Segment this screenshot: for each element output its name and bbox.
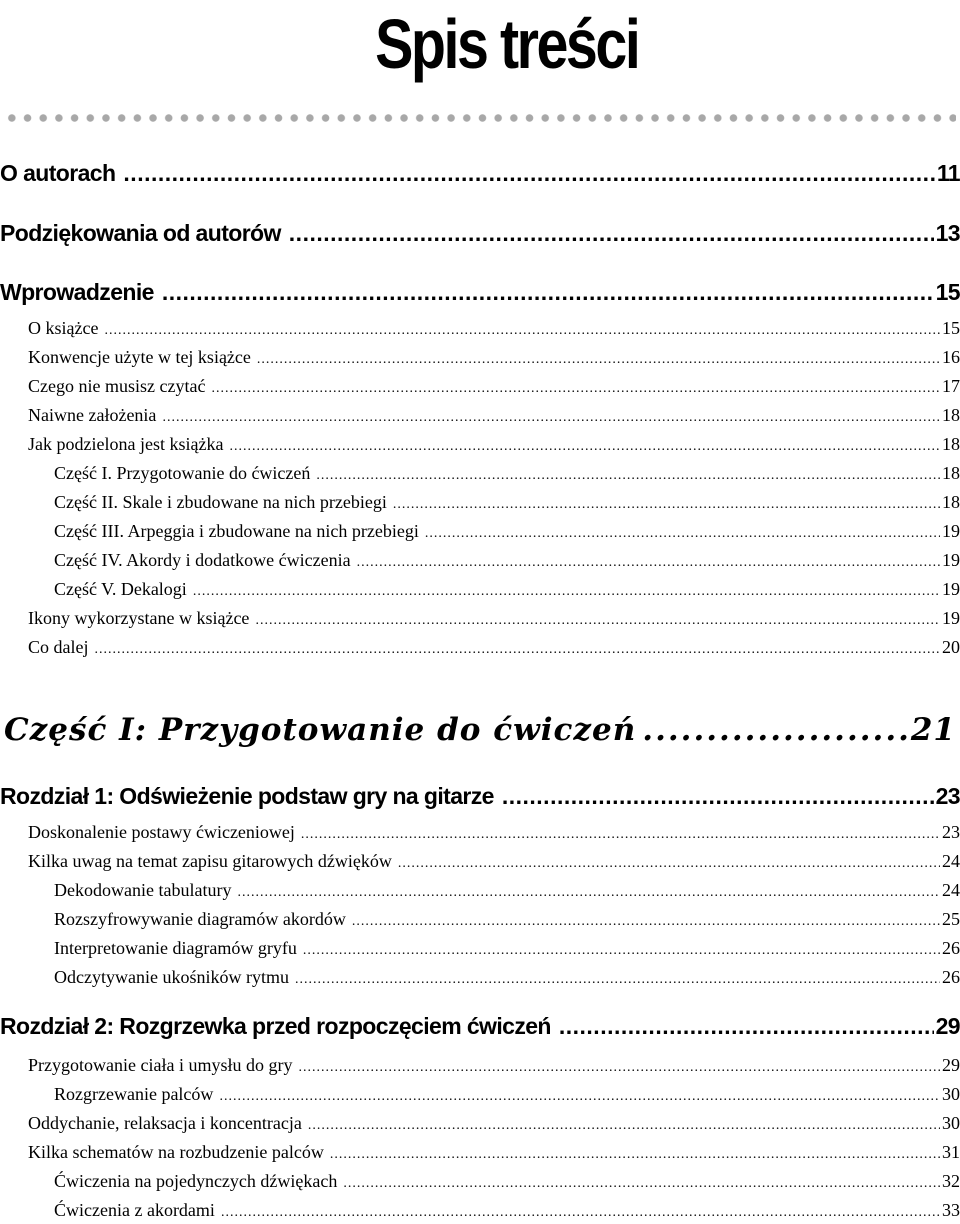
toc-entry-label: Konwencje użyte w tej książce bbox=[28, 347, 251, 367]
toc-entry-label: Wprowadzenie bbox=[0, 279, 154, 305]
toc-entry-page: 23 bbox=[942, 822, 960, 842]
dot-leader bbox=[162, 281, 934, 304]
toc-entry-page: 18 bbox=[942, 405, 960, 425]
toc-entry-label: Oddychanie, relaksacja i koncentracja bbox=[28, 1113, 302, 1133]
toc-chapter-1[interactable] bbox=[0, 783, 960, 810]
toc-entry-label: Jak podzielona jest książka bbox=[28, 434, 224, 454]
dot-leader bbox=[211, 382, 940, 400]
dot-leader bbox=[298, 1061, 940, 1079]
toc-entry-page: 15 bbox=[935, 279, 960, 305]
part-heading-label: Część I: Przygotowanie do ćwiczeń bbox=[4, 712, 637, 748]
dot-leader bbox=[123, 162, 934, 185]
toc-chapter-2[interactable] bbox=[0, 1013, 960, 1040]
dot-leader bbox=[221, 1206, 940, 1224]
toc-entry[interactable] bbox=[0, 521, 960, 545]
dot-leader bbox=[289, 222, 934, 245]
toc-entry-label: O książce bbox=[28, 318, 99, 338]
toc-entry-label: Kilka schematów na rozbudzenie palców bbox=[28, 1142, 324, 1162]
toc-entry-label: Dekodowanie tabulatury bbox=[54, 880, 232, 900]
toc-entry[interactable] bbox=[0, 822, 960, 846]
dot-leader bbox=[219, 1090, 940, 1108]
dot-leader bbox=[642, 715, 909, 746]
toc-entry-label: Rozdział 2: Rozgrzewka przed rozpoczęciem ćwiczeń bbox=[0, 1013, 551, 1039]
toc-entry-label: Odczytywanie ukośników rytmu bbox=[54, 967, 289, 987]
dot-leader bbox=[162, 411, 940, 429]
dot-leader bbox=[352, 915, 940, 933]
toc-entry[interactable] bbox=[0, 637, 960, 661]
dot-leader bbox=[229, 440, 940, 458]
toc-entry[interactable] bbox=[0, 1200, 960, 1224]
dot-leader bbox=[425, 527, 940, 545]
toc-entry-label: Naiwne założenia bbox=[28, 405, 157, 425]
toc-entry-page: 33 bbox=[942, 1200, 960, 1220]
toc-entry-label: Rozgrzewanie palców bbox=[54, 1084, 214, 1104]
toc-entry-label: Kilka uwag na temat zapisu gitarowych dźwięków bbox=[28, 851, 392, 871]
dot-leader bbox=[357, 556, 940, 574]
dot-leader bbox=[303, 944, 940, 962]
toc-entry-page: 17 bbox=[942, 376, 960, 396]
part-heading-page: 21 bbox=[910, 712, 956, 748]
toc-entry-page: 15 bbox=[942, 318, 960, 338]
dot-leader bbox=[104, 324, 940, 342]
toc-entry[interactable] bbox=[0, 550, 960, 574]
toc-entry[interactable] bbox=[0, 851, 960, 875]
dot-leader bbox=[301, 828, 940, 846]
toc-entry-label: Ikony wykorzystane w książce bbox=[28, 608, 250, 628]
dot-leader bbox=[502, 785, 934, 808]
dot-leader bbox=[193, 585, 940, 603]
toc-entry-page: 32 bbox=[942, 1171, 960, 1191]
dot-leader bbox=[343, 1177, 940, 1195]
toc-entry-page: 23 bbox=[935, 783, 960, 809]
toc-entry[interactable] bbox=[0, 318, 960, 342]
toc-entry-label: Podziękowania od autorów bbox=[0, 220, 281, 246]
toc-entry[interactable] bbox=[0, 463, 960, 487]
toc-entry-podziekowania[interactable] bbox=[0, 220, 960, 247]
toc-entry[interactable] bbox=[0, 492, 960, 516]
toc-entry-label: Część V. Dekalogi bbox=[54, 579, 187, 599]
toc-entry-label: Czego nie musisz czytać bbox=[28, 376, 206, 396]
dot-leader bbox=[330, 1148, 940, 1166]
dot-leader bbox=[393, 498, 940, 516]
toc-entry-label: Część II. Skale i zbudowane na nich przebiegi bbox=[54, 492, 387, 512]
toc-entry-label: O autorach bbox=[0, 160, 116, 186]
toc-entry[interactable] bbox=[0, 967, 960, 991]
toc-entry-label: Część IV. Akordy i dodatkowe ćwiczenia bbox=[54, 550, 351, 570]
toc-entry[interactable] bbox=[0, 1171, 960, 1195]
toc-entry-page: 11 bbox=[936, 160, 960, 186]
toc-entry[interactable] bbox=[0, 579, 960, 603]
toc-entry-page: 19 bbox=[942, 550, 960, 570]
dot-leader bbox=[255, 614, 940, 632]
toc-entry[interactable] bbox=[0, 347, 960, 371]
toc-entry[interactable] bbox=[0, 1142, 960, 1166]
toc-entry-label: Część I. Przygotowanie do ćwiczeń bbox=[54, 463, 311, 483]
toc-entry-page: 26 bbox=[942, 967, 960, 987]
toc-entry-page: 19 bbox=[942, 579, 960, 599]
toc-entry-page: 18 bbox=[942, 492, 960, 512]
toc-entry-label: Doskonalenie postawy ćwiczeniowej bbox=[28, 822, 295, 842]
toc-entry-label: Ćwiczenia na pojedynczych dźwiękach bbox=[54, 1171, 338, 1191]
toc-entry-page: 31 bbox=[942, 1142, 960, 1162]
toc-entry-label: Co dalej bbox=[28, 637, 89, 657]
dot-leader bbox=[257, 353, 940, 371]
toc-entry[interactable] bbox=[0, 938, 960, 962]
toc-entry-label: Przygotowanie ciała i umysłu do gry bbox=[28, 1055, 293, 1075]
toc-entry[interactable] bbox=[0, 880, 960, 904]
toc-entry[interactable] bbox=[0, 909, 960, 933]
toc-entry-page: 24 bbox=[942, 880, 960, 900]
toc-entry-page: 18 bbox=[942, 463, 960, 483]
toc-entry-page: 19 bbox=[942, 608, 960, 628]
toc-entry-page: 20 bbox=[942, 637, 960, 657]
toc-entry-label: Część III. Arpeggia i zbudowane na nich przebiegi bbox=[54, 521, 419, 541]
toc-entry-page: 30 bbox=[942, 1113, 960, 1133]
toc-entry-o-autorach[interactable] bbox=[0, 160, 960, 187]
toc-entry[interactable] bbox=[0, 1084, 960, 1108]
toc-entry-wprowadzenie[interactable] bbox=[0, 279, 960, 306]
toc-entry[interactable] bbox=[0, 608, 960, 632]
toc-entry-label: Rozdział 1: Odświeżenie podstaw gry na gitarze bbox=[0, 783, 494, 809]
toc-entry-page: 24 bbox=[942, 851, 960, 871]
toc-entry-page: 29 bbox=[935, 1013, 960, 1039]
toc-entry[interactable] bbox=[0, 1055, 960, 1079]
dot-leader bbox=[398, 857, 940, 875]
toc-entry-page: 26 bbox=[942, 938, 960, 958]
toc-entry-label: Interpretowanie diagramów gryfu bbox=[54, 938, 297, 958]
toc-entry-page: 13 bbox=[935, 220, 960, 246]
dot-leader bbox=[95, 643, 941, 661]
dot-leader bbox=[308, 1119, 940, 1137]
toc-entry-label: Rozszyfrowywanie diagramów akordów bbox=[54, 909, 346, 929]
toc-entry-page: 29 bbox=[942, 1055, 960, 1075]
page-title: Spis treści bbox=[375, 5, 639, 83]
dot-leader bbox=[316, 469, 940, 487]
toc-entry-page: 30 bbox=[942, 1084, 960, 1104]
toc-entry-label: Ćwiczenia z akordami bbox=[54, 1200, 215, 1220]
dot-leader bbox=[295, 973, 940, 991]
toc-entry[interactable] bbox=[0, 1113, 960, 1137]
toc-entry[interactable] bbox=[0, 376, 960, 400]
toc-entry-page: 19 bbox=[942, 521, 960, 541]
toc-entry-page: 18 bbox=[942, 434, 960, 454]
toc-entry[interactable] bbox=[0, 405, 960, 429]
dotted-divider bbox=[4, 112, 956, 124]
part-heading[interactable] bbox=[4, 712, 956, 748]
dot-leader bbox=[237, 886, 940, 904]
toc-entry[interactable] bbox=[0, 434, 960, 458]
toc-entry-page: 16 bbox=[942, 347, 960, 367]
dot-leader bbox=[559, 1015, 934, 1038]
toc-entry-page: 25 bbox=[942, 909, 960, 929]
